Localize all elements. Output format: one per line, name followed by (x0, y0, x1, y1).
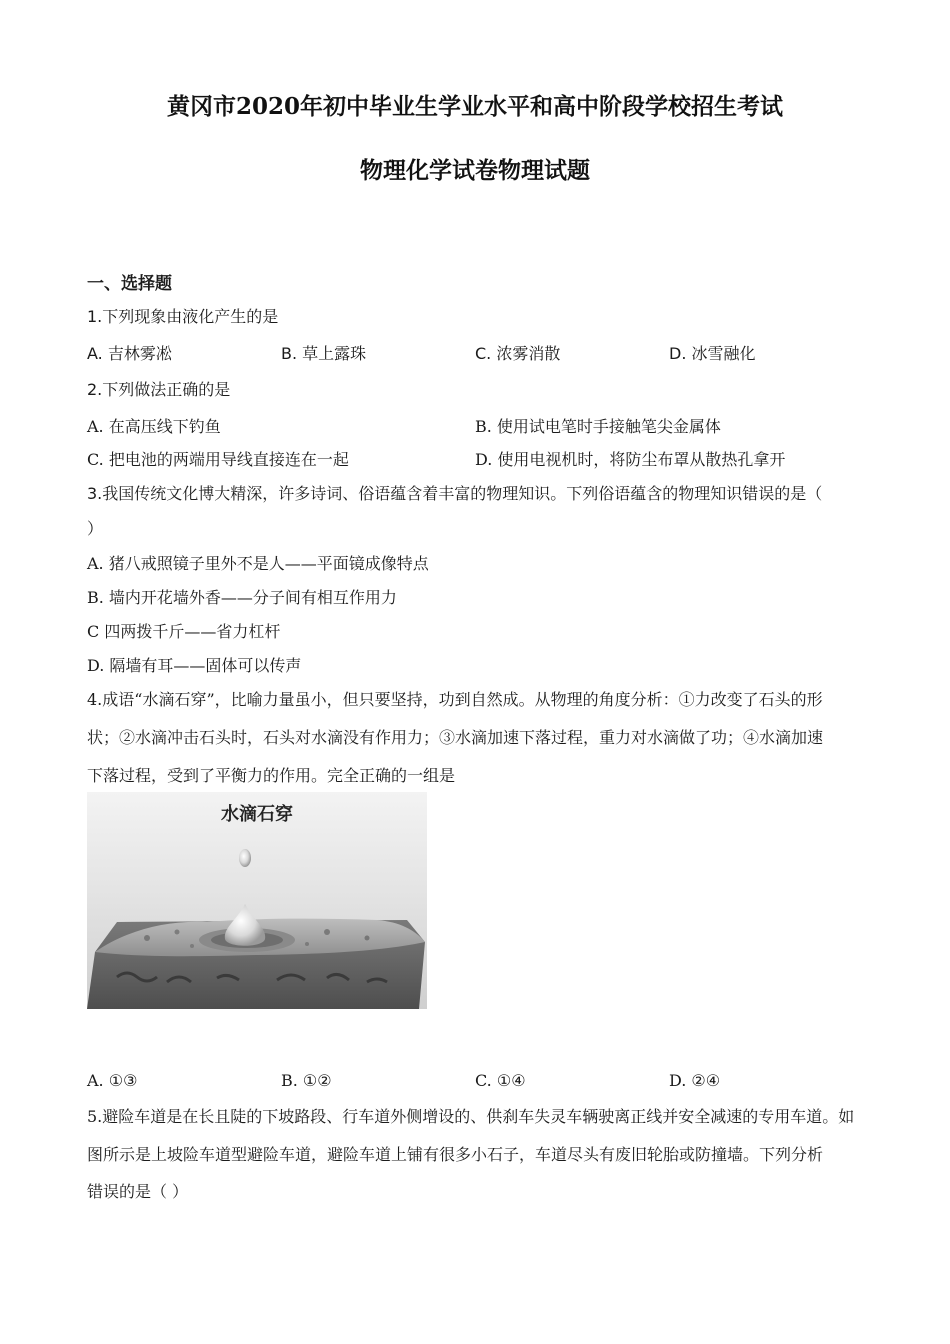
question-3-stem-line2: ） (87, 519, 104, 538)
water-drop-stone-illustration (87, 792, 427, 1009)
question-4-stem-line2: 状；②水滴冲击石头时，石头对水滴没有作用力；③水滴加速下落过程，重力对水滴做了功；④水滴加速 (87, 728, 824, 747)
question-5-stem-line2: 图所示是上坡险车道型避险车道，避险车道上铺有很多小石子，车道尽头有废旧轮胎或防撞墙。下列分析 (87, 1145, 824, 1164)
question-2-option-b: B. 使用试电笔时手接触笔尖金属体 (475, 417, 721, 436)
question-1-stem: 1.下列现象由液化产生的是 (87, 307, 279, 326)
question-4-option-d: D. ②④ (669, 1071, 721, 1090)
question-1-option-c: C. 浓雾消散 (475, 344, 561, 363)
section-heading: 一、选择题 (87, 274, 172, 294)
question-4-stem-line1: 4.成语“水滴石穿”，比喻力量虽小，但只要坚持，功到自然成。从物理的角度分析：①力改变了石头的形 (87, 690, 823, 709)
question-3-option-c: C 四两拨千斤——省力杠杆 (87, 622, 281, 641)
question-5-stem-line1: 5.避险车道是在长且陡的下坡路段、行车道外侧增设的、供刹车失灵车辆驶离正线并安全减速的专用车道。如 (87, 1107, 855, 1126)
question-4-option-c: C. ①④ (475, 1071, 526, 1090)
question-3-option-a: A. 猪八戒照镜子里外不是人——平面镜成像特点 (87, 554, 429, 573)
question-4-stem-line3: 下落过程，受到了平衡力的作用。完全正确的一组是 (87, 766, 456, 785)
question-3-option-d: D. 隔墙有耳——固体可以传声 (87, 656, 302, 675)
figure-caption: 水滴石穿 (221, 804, 293, 825)
exam-title-line1: 黄冈市2020年初中毕业生学业水平和高中阶段学校招生考试 (166, 93, 783, 120)
question-2-stem: 2.下列做法正确的是 (87, 380, 231, 399)
exam-title-line2: 物理化学试卷物理试题 (360, 157, 590, 184)
question-3-option-b: B. 墙内开花墙外香——分子间有相互作用力 (87, 588, 397, 607)
question-2-option-d: D. 使用电视机时，将防尘布罩从散热孔拿开 (475, 450, 786, 469)
question-4-option-a: A. ①③ (87, 1071, 138, 1090)
question-1-option-a: A. 吉林雾凇 (87, 344, 172, 363)
question-2-option-c: C. 把电池的两端用导线直接连在一起 (87, 450, 349, 469)
question-3-stem-line1: 3.我国传统文化博大精深，许多诗词、俗语蕴含着丰富的物理知识。下列俗语蕴含的物理知识错误的是（ (87, 484, 823, 503)
water-drop-stone-figure (87, 792, 427, 1009)
question-1-option-b: B. 草上露珠 (281, 344, 367, 363)
question-2-option-a: A. 在高压线下钓鱼 (87, 417, 221, 436)
question-4-option-b: B. ①② (281, 1071, 332, 1090)
question-5-stem-line3: 错误的是（ ） (87, 1182, 189, 1201)
question-1-option-d: D. 冰雪融化 (669, 344, 756, 363)
